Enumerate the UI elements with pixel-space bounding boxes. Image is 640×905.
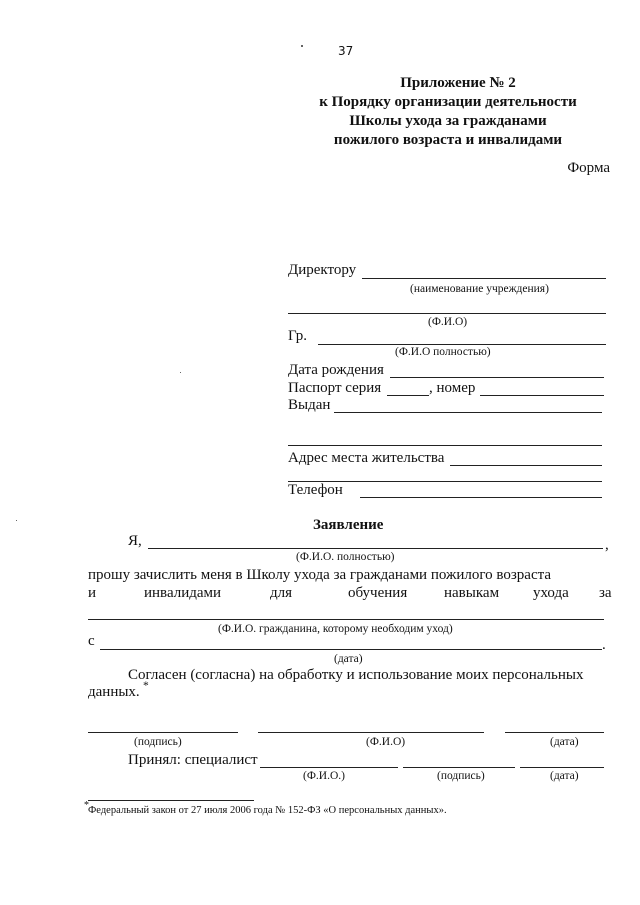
footnote-divider <box>88 800 254 801</box>
passport-number-field[interactable] <box>480 395 604 396</box>
specialist-date-field[interactable] <box>520 767 604 768</box>
citizen-label: Гр. <box>288 328 307 344</box>
appendix-line: к Порядку организации деятельности <box>319 94 577 110</box>
fio-full-hint-2: (Ф.И.О. полностью) <box>296 551 395 563</box>
request-word: инвалидами <box>144 585 222 601</box>
citizen-field[interactable] <box>318 344 606 345</box>
director-fio-field[interactable] <box>288 313 606 314</box>
date-signature-field[interactable] <box>505 732 604 733</box>
appendix-line: пожилого возраста и инвалидами <box>333 132 563 148</box>
request-word: для <box>270 585 293 601</box>
fio-hint-sign: (Ф.И.О) <box>366 736 406 748</box>
specialist-signature-field[interactable] <box>403 767 515 768</box>
fio-signature-field[interactable] <box>258 732 484 733</box>
address-label: Адрес места жительства <box>288 450 445 466</box>
phone-label: Телефон <box>288 482 343 498</box>
appendix-line: Школы ухода за гражданами <box>349 113 547 129</box>
signature-hint-specialist: (подпись) <box>437 770 485 782</box>
statement-i: Я, <box>128 533 142 549</box>
passport-series-label: Паспорт серия <box>288 380 382 396</box>
issued-field[interactable] <box>334 412 602 413</box>
date-hint-specialist: (дата) <box>550 770 579 782</box>
request-word: ухода <box>533 585 569 601</box>
citizen-care-hint: (Ф.И.О. гражданина, которому необходим уход) <box>218 623 453 635</box>
fio-hint: (Ф.И.О) <box>428 316 468 328</box>
request-text: прошу зачислить меня в Школу ухода за гражданами пожилого возраста <box>88 567 552 583</box>
issued-label: Выдан <box>288 397 331 413</box>
request-word: навыкам <box>444 585 500 601</box>
consent-text-2: данных. <box>88 684 140 700</box>
statement-title: Заявление <box>313 517 384 533</box>
birth-date-label: Дата рождения <box>288 362 384 378</box>
request-word: обучения <box>348 585 408 601</box>
from-date-field[interactable] <box>100 649 602 650</box>
applicant-fio-field[interactable] <box>148 548 603 549</box>
period: . <box>602 637 606 653</box>
consent-text: Согласен (согласна) на обработку и использование моих персональных <box>128 667 584 683</box>
phone-field[interactable] <box>360 497 602 498</box>
comma: , <box>605 537 609 553</box>
birth-date-field[interactable] <box>390 377 604 378</box>
director-field[interactable] <box>362 278 606 279</box>
footnote-text: Федеральный закон от 27 июля 2006 года № 152-ФЗ «О персональных данных». <box>88 805 447 816</box>
appendix-header <box>288 74 608 150</box>
address-field[interactable] <box>450 465 602 466</box>
footnote-mark: * <box>84 800 89 811</box>
scan-speck <box>16 520 17 521</box>
citizen-care-field[interactable] <box>88 619 604 620</box>
request-word: и <box>88 585 97 601</box>
scan-speck <box>301 45 303 47</box>
signature-field[interactable] <box>88 732 238 733</box>
fio-hint-specialist: (Ф.И.О.) <box>303 770 345 782</box>
from-label: с <box>88 633 95 649</box>
scan-speck <box>180 372 181 373</box>
form-label: Форма <box>567 160 610 176</box>
institution-hint: (наименование учреждения) <box>410 283 549 295</box>
request-word: за <box>599 585 612 601</box>
date-hint-sign: (дата) <box>550 736 579 748</box>
specialist-fio-field[interactable] <box>260 767 398 768</box>
appendix-title: Приложение № 2 <box>400 75 516 91</box>
fio-full-hint: (Ф.И.О полностью) <box>395 346 491 358</box>
issued-field-2[interactable] <box>288 445 602 446</box>
page-number: 37 <box>338 44 354 58</box>
director-label: Директору <box>288 262 357 278</box>
signature-hint: (подпись) <box>134 736 182 748</box>
passport-number-label: , номер <box>429 380 476 396</box>
consent-footnote-mark: * <box>143 680 149 692</box>
date-hint: (дата) <box>334 653 363 665</box>
passport-series-field[interactable] <box>387 395 429 396</box>
accepted-label: Принял: специалист <box>128 752 258 768</box>
